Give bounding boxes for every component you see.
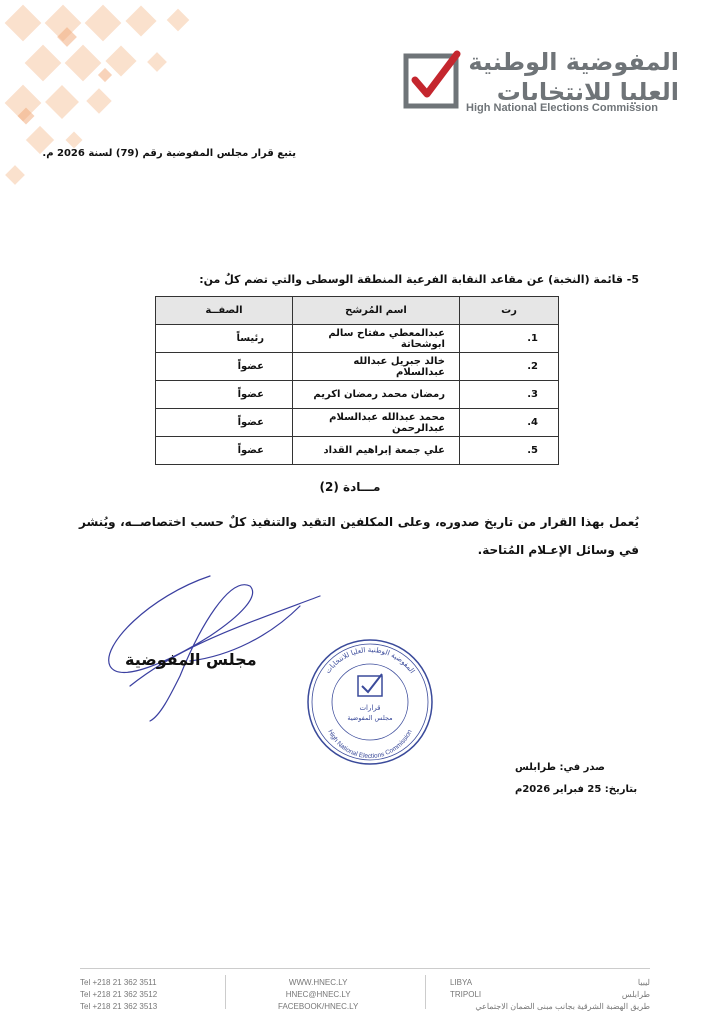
footer-country-ar: ليبيا (637, 978, 650, 987)
footer-divider (425, 975, 426, 1009)
logo-arabic-line1: المفوضية الوطنية (468, 48, 679, 76)
footer-country: LIBYA (450, 978, 473, 987)
footer-website-link[interactable]: WWW.HNEC.LY (288, 978, 348, 987)
svg-text:المفوضية الوطنية العليا للانتخ: المفوضية الوطنية العليا للانتخابات (323, 645, 417, 675)
footer-city: TRIPOLI (450, 990, 482, 999)
decision-followup-text: يتبع قرار مجلس المفوضية رقم (79) لسنة 2026 م. (42, 148, 296, 159)
svg-text:مجلس المفوضية: مجلس المفوضية (347, 714, 393, 722)
candidates-table (155, 296, 559, 465)
footer-email-link[interactable]: HNEC@HNEC.LY (285, 990, 351, 999)
candidate-name: محمد عبدالله عبدالسلام عبدالرحمن (293, 409, 460, 437)
candidate-name: خالد جبريل عبدالله عبدالسلام (293, 353, 460, 381)
table-row (156, 437, 559, 465)
column-header-name: اسم المُرشح (293, 297, 460, 325)
issue-date: بتاريخ: 25 فبراير 2026م (515, 784, 638, 795)
row-number: 4. (460, 409, 559, 437)
table-header-row (156, 297, 559, 325)
table-row (156, 353, 559, 381)
row-number: 5. (460, 437, 559, 465)
footer-city-ar: طرابلس (621, 990, 650, 999)
signature-label: مجلس المفوضية (125, 650, 257, 669)
article-title: مـــادة (2) (319, 480, 381, 494)
column-header-number: رت (460, 297, 559, 325)
candidate-name: علي جمعة إبراهيم القداد (293, 437, 460, 465)
footer (80, 968, 650, 1013)
footer-phone: Tel +218 21 362 3511 (80, 978, 157, 987)
list-heading: 5- قائمة (النخبة) عن مقاعد النقابة الفرعية المنطقة الوسطى والتي تضم كلٌ من: (199, 273, 639, 286)
article-text: يُعمل بهذا القرار من تاريخ صدوره، وعلى المكلفين التقيد والتنفيذ كلٌ حسب اختصاصــه، ويُنشر في وسائل الإعـلام المُتاحة. (79, 515, 639, 557)
footer-phone: Tel +218 21 362 3513 (80, 1002, 158, 1011)
candidate-role: عضواً (156, 353, 293, 381)
row-number: 3. (460, 381, 559, 409)
row-number: 2. (460, 353, 559, 381)
ballot-check-icon (403, 50, 463, 110)
commission-logo (403, 48, 683, 123)
candidate-role: عضواً (156, 409, 293, 437)
table-row (156, 409, 559, 437)
candidate-role: رئيساً (156, 325, 293, 353)
candidate-name: رمضان محمد رمضان اكريم (293, 381, 460, 409)
table-row (156, 381, 559, 409)
logo-arabic-line2: العليا للانتخابات (496, 78, 679, 106)
official-stamp (304, 638, 436, 766)
issue-place: صدر في: طرابلس (515, 762, 605, 773)
decorative-tile-pattern (0, 0, 260, 230)
footer-address-ar: طريق الهضبة الشرقية بجانب مبنى الضمان الاجتماعي (475, 1002, 650, 1011)
candidate-name: عبدالمعطي مفتاح سالم ابوشحاتة (293, 325, 460, 353)
column-header-role: الصفــة (156, 297, 293, 325)
row-number: 1. (460, 325, 559, 353)
footer-phones (80, 977, 157, 1013)
footer-web (278, 977, 358, 1013)
svg-text:قرارات: قرارات (359, 704, 381, 712)
table-row (156, 325, 559, 353)
candidate-role: عضواً (156, 381, 293, 409)
footer-facebook-link[interactable]: FACEBOOK/HNEC.LY (278, 1002, 359, 1011)
logo-english-name: High National Elections Commission (466, 102, 658, 114)
svg-text:High National Elections Commis: High National Elections Commission (326, 728, 414, 761)
handwritten-signature (90, 566, 330, 726)
candidate-role: عضواً (156, 437, 293, 465)
footer-divider (225, 975, 226, 1009)
footer-phone: Tel +218 21 362 3512 (80, 990, 158, 999)
footer-location-ar (475, 977, 650, 1013)
